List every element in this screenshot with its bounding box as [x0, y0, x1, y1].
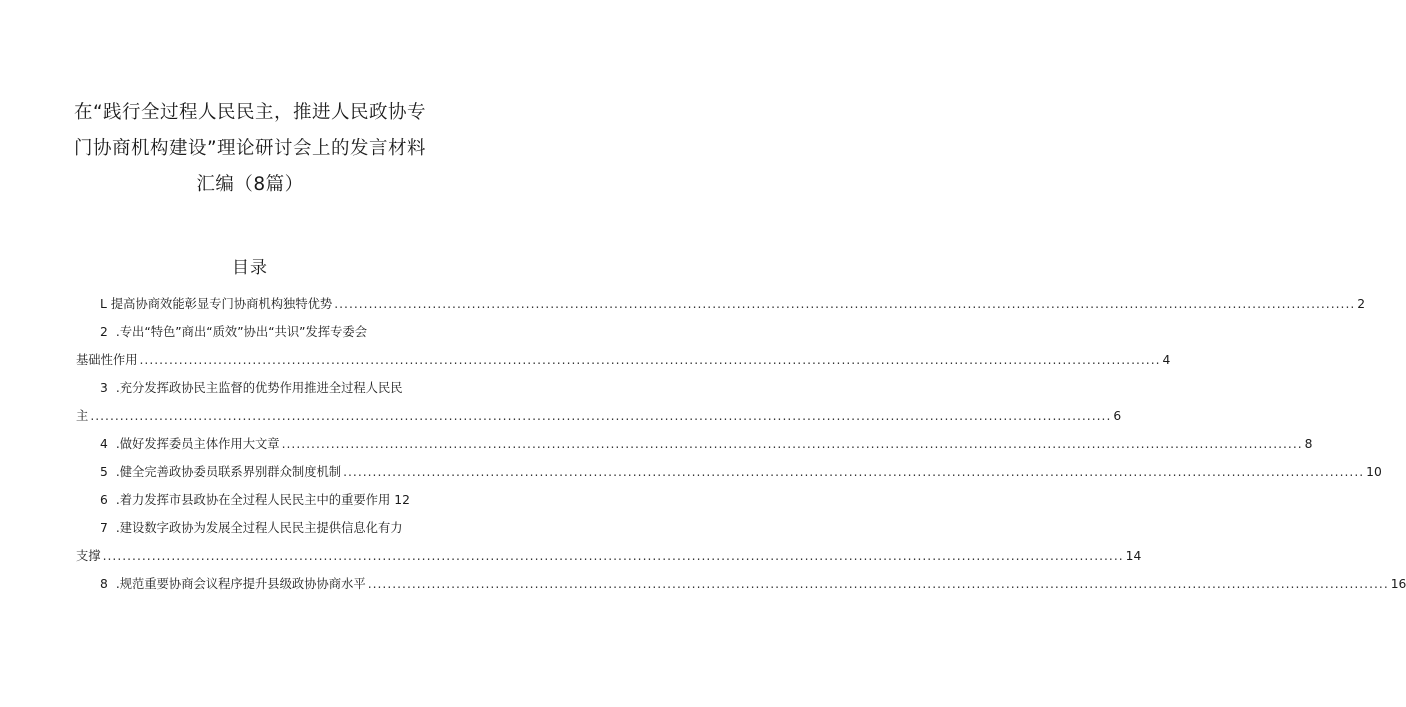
toc-leader-dots: [334, 290, 1355, 318]
toc-entry-title: .规范重要协商会议程序提升县级政协协商水平: [115, 577, 366, 591]
toc-entry-number: 8: [100, 577, 108, 591]
toc-entry-page: 2: [1357, 297, 1366, 311]
toc-entry-page: 4: [1162, 353, 1171, 367]
toc-entry-page: 6: [1113, 409, 1122, 423]
title-line: 门协商机构建设”理论研讨会上的发言材料: [73, 138, 427, 159]
toc-heading: 目录: [232, 258, 268, 278]
toc-entry-title: .建设数字政协为发展全过程人民民主提供信息化有力: [115, 521, 403, 535]
toc-leader-dots: [103, 542, 1124, 570]
toc-entry-page: 12: [394, 493, 410, 507]
toc-entry-number: 5: [100, 465, 108, 479]
toc-entry-number: 4: [100, 437, 108, 451]
toc-entry-number: L: [100, 297, 107, 311]
toc-entry-page: 10: [1366, 465, 1382, 479]
toc-entry-title: 提高协商效能彰显专门协商机构独特优势: [110, 297, 333, 311]
toc-leader-dots: [90, 402, 1111, 430]
toc-entry-page: 16: [1390, 577, 1406, 591]
table-of-contents: [76, 290, 1406, 598]
toc-entry-number: 7: [100, 521, 108, 535]
toc-entry[interactable]: [76, 458, 1382, 486]
toc-entry[interactable]: [76, 374, 428, 402]
title-line: 汇编（8篇）: [196, 174, 304, 195]
toc-entry-number: 6: [100, 493, 108, 507]
title-line: 在“践行全过程人民民主，推进人民政协专: [73, 102, 427, 123]
toc-entry[interactable]: [76, 486, 428, 514]
toc-entry-continuation[interactable]: [76, 402, 1122, 430]
toc-leader-dots: [368, 570, 1389, 598]
toc-entry-number: 2: [100, 325, 108, 339]
toc-entry[interactable]: [76, 514, 428, 542]
toc-entry-title: 主: [76, 409, 89, 423]
toc-entry-title: 支撑: [76, 549, 101, 563]
toc-entry-continuation[interactable]: [76, 346, 1171, 374]
toc-entry[interactable]: [76, 290, 1366, 318]
toc-entry-continuation[interactable]: [76, 542, 1142, 570]
toc-entry-page: 8: [1304, 437, 1313, 451]
toc-leader-dots: [140, 346, 1161, 374]
toc-entry-title: .充分发挥政协民主监督的优势作用推进全过程人民民: [115, 381, 403, 395]
toc-entry-title: 基础性作用: [76, 353, 138, 367]
document-title: [60, 95, 440, 203]
toc-entry-page: 14: [1125, 549, 1142, 563]
toc-leader-dots: [282, 430, 1303, 458]
toc-entry[interactable]: [76, 318, 428, 346]
toc-entry[interactable]: [76, 430, 1313, 458]
toc-leader-dots: [343, 458, 1364, 486]
toc-entry-title: .专出“特色”商出“质效”协出“共识”发挥专委会: [115, 325, 368, 339]
toc-entry-number: 3: [100, 381, 108, 395]
toc-entry-title: .健全完善政协委员联系界别群众制度机制: [115, 465, 342, 479]
toc-entry-title: .着力发挥市县政协在全过程人民民主中的重要作用: [115, 493, 391, 507]
toc-entry[interactable]: [76, 570, 1406, 598]
toc-entry-title: .做好发挥委员主体作用大文章: [115, 437, 280, 451]
